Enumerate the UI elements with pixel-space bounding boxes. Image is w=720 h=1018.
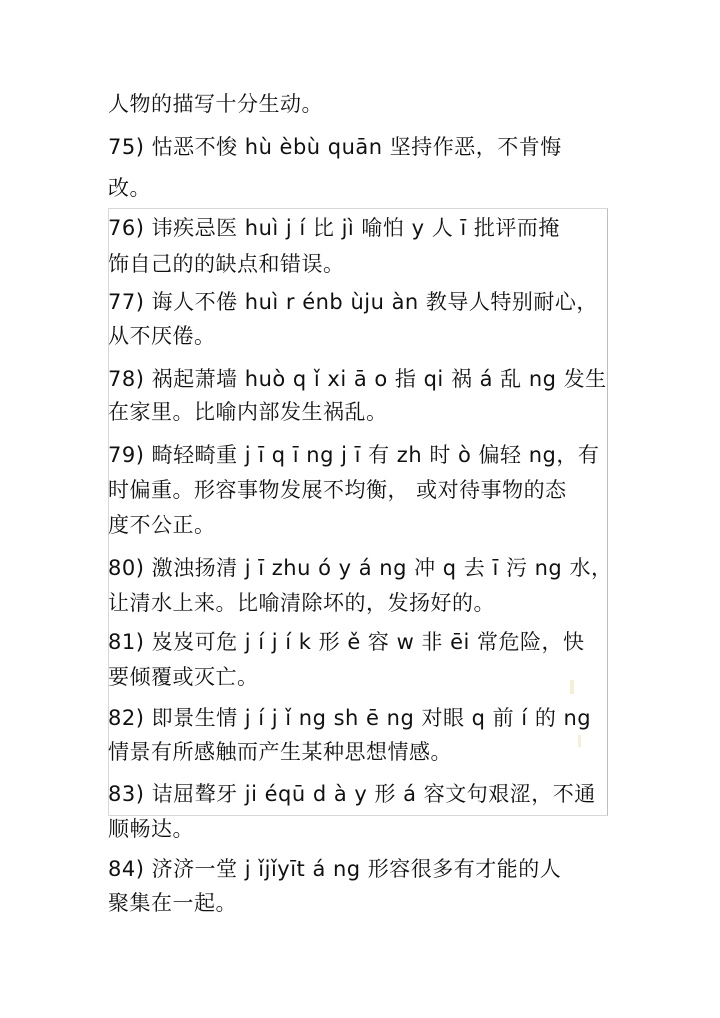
text-line: 83) 诘屈聱牙 ji éqū d à y 形 á 容文句艰涩，不通 (108, 782, 596, 806)
text-line: 要倾覆或灭亡。 (108, 665, 259, 689)
text-line: 81) 岌岌可危 j í j í k 形 ě 容 w 非 ēi 常危险，快 (108, 630, 585, 654)
text-line: 78) 祸起萧墙 huò q ǐ xi ā o 指 qi 祸 á 乱 ng 发生 (108, 367, 607, 391)
text-line: 84) 济济一堂 j ǐjǐyīt á ng 形容很多有才能的人 (108, 857, 562, 881)
text-line: 79) 畸轻畸重 j ī q ī ng j ī 有 zh 时 ò 偏轻 ng，有 (108, 443, 600, 467)
text-line: 82) 即景生情 j í j ǐ ng sh ē ng 对眼 q 前 í 的 ng (108, 706, 592, 730)
text-line: 时偏重。形容事物发展不均衡， 或对待事物的态 (108, 478, 567, 502)
text-line: 情景有所感触而产生某种思想情感。 (108, 740, 452, 764)
text-line: 让清水上来。比喻清除坏的，发扬好的。 (108, 591, 495, 615)
scan-fleck (578, 735, 581, 747)
text-line: 80) 激浊扬清 j ī zhu ó y á ng 冲 q 去 ī 污 ng 水， (108, 556, 613, 580)
text-line: 顺畅达。 (108, 817, 194, 841)
text-line: 饰自己的的缺点和错误。 (108, 252, 345, 276)
text-line: 改。 (108, 176, 151, 200)
text-line: 从不厌倦。 (108, 324, 216, 348)
text-line: 在家里。比喻内部发生祸乱。 (108, 400, 388, 424)
text-line: 76) 讳疾忌医 huì j í 比 jì 喻怕 y 人 ī 批评而掩 (108, 216, 560, 240)
scan-fleck (570, 680, 574, 694)
text-line: 聚集在一起。 (108, 891, 237, 915)
text-line: 75) 怙恶不悛 hù èbù quān 坚持作恶，不肯悔 (108, 135, 562, 159)
text-line: 人物的描写十分生动。 (108, 92, 323, 116)
text-line: 度不公正。 (108, 513, 216, 537)
text-line: 77) 诲人不倦 huì r énb ùju àn 教导人特别耐心， (108, 290, 598, 314)
